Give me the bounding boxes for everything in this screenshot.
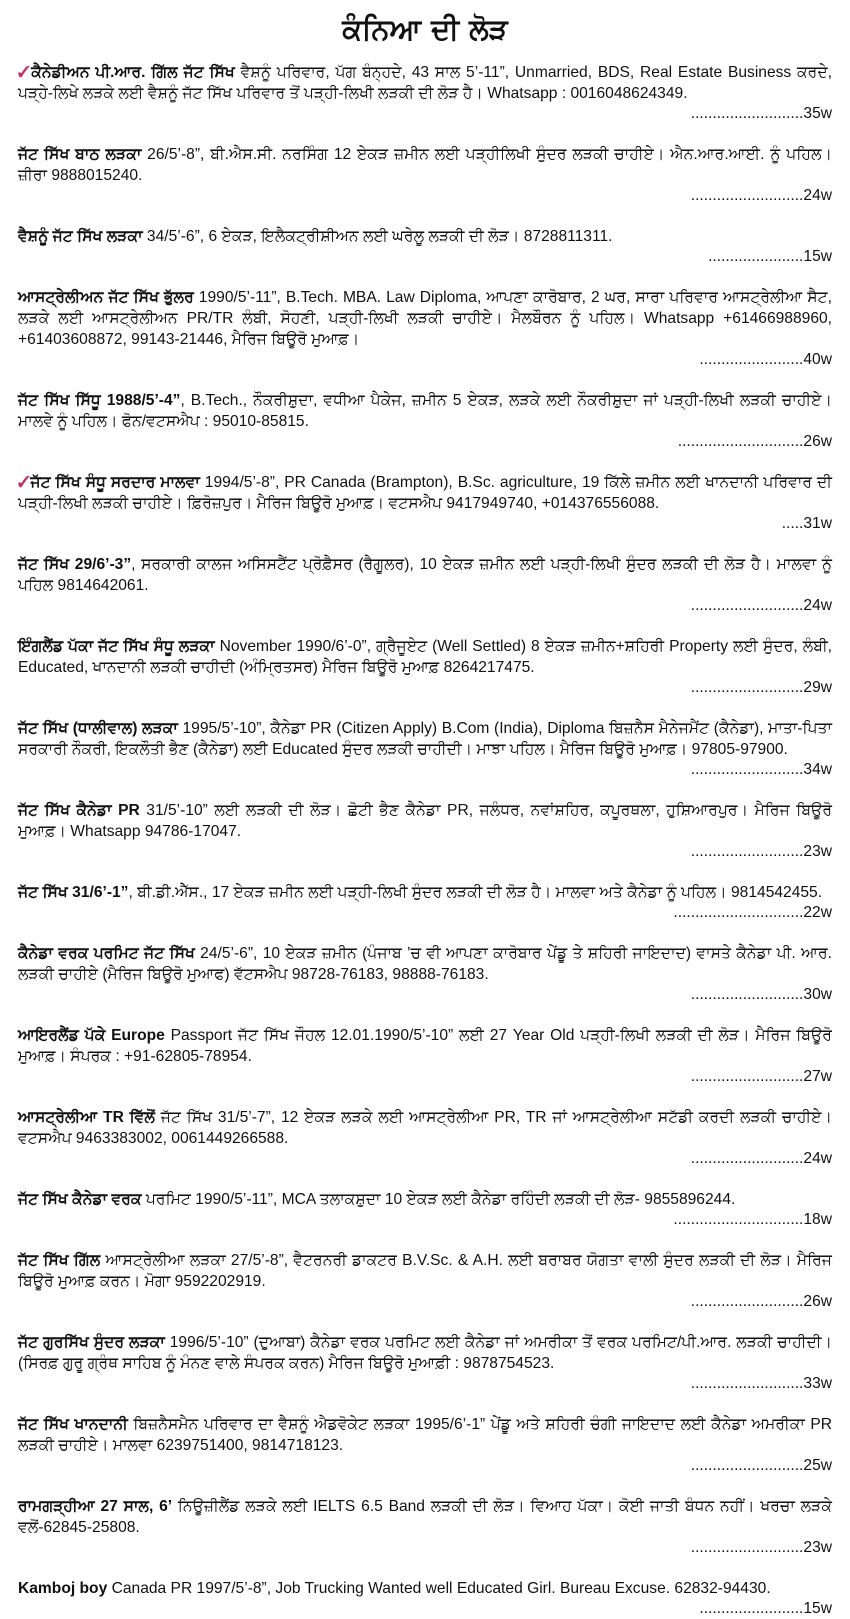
ad-code: ..........................23w — [690, 1539, 832, 1556]
ad-text — [18, 1250, 832, 1292]
classified-ad — [18, 390, 832, 452]
classified-ad — [18, 472, 832, 534]
ad-lead: ਜੱਟ ਸਿੱਖ (ਧਾਲੀਵਾਲ) ਲੜਕਾ — [18, 720, 178, 737]
ad-text — [18, 1189, 832, 1210]
ad-code: ..............................18w — [673, 1211, 832, 1228]
ad-code: ........................40w — [699, 351, 832, 368]
ad-code: ..........................34w — [690, 761, 832, 778]
ad-lead: ਜੱਟ ਸਿੱਖ ਸੰਧੂ ਸਰਦਾਰ ਮਾਲਵਾ — [30, 474, 200, 491]
ad-lead: ਆਸਟ੍ਰੇਲੀਅਨ ਜੱਟ ਸਿੱਖ ਭੁੱਲਰ — [18, 289, 194, 306]
classified-ad — [18, 144, 832, 206]
ad-code: ..........................26w — [690, 1293, 832, 1310]
ads-list — [18, 62, 832, 1619]
ad-lead: ਇੰਗਲੈਂਡ ਪੱਕਾ ਜੱਟ ਸਿੱਖ ਸੰਧੂ ਲੜਕਾ — [18, 638, 215, 655]
ad-code: ..............................22w — [673, 904, 832, 921]
ad-body: , ਸਰਕਾਰੀ ਕਾਲਜ ਅਸਿਸਟੈਂਟ ਪ੍ਰੋਫ਼ੈਸਰ (ਰੈਗੂਲਰ), 10 ਏਕੜ ਜ਼ਮੀਨ ਲਈ ਪੜ੍ਹੀ-ਲਿਖੀ ਸੁੰਦਰ ਲੜਕੀ ਦੀ ਲੋੜ ਹੈ। ਮਾਲਵਾ ਨੂੰ ਪਹਿਲ 9814642061. — [18, 556, 832, 594]
ad-body: Canada PR 1997/5’-8”, Job Trucking Wanted well Educated Girl. Bureau Excuse. 62832-94430. — [107, 1580, 771, 1597]
ad-text — [18, 882, 832, 903]
ad-body: 1990/5’-11”, B.Tech. MBA. Law Diploma, ਆਪਣਾ ਕਾਰੋਬਾਰ, 2 ਘਰ, ਸਾਰਾ ਪਰਿਵਾਰ ਆਸਟ੍ਰੇਲੀਆ ਸੈਟ, ਲੜਕੇ ਲਈ ਆਸਟ੍ਰੇਲੀਅਨ PR/TR ਲੰਬੀ, ਸੋਹਣੀ, ਪੜ੍ਹੀ-ਲਿਖੀ ਲੜਕੀ ਚਾਹੀਏ। ਮੈਲਬੌਰਨ ਨੂੰ ਪਹਿਲ। Whatsapp +61466988960, +61403608872, 99143-21446, ਮੈਰਿਜ ਬਿਊਰੋ ਮੁਆਫ਼। — [18, 289, 832, 348]
ad-text — [18, 636, 832, 678]
ad-body: 31/5’-10” ਲਈ ਲੜਕੀ ਦੀ ਲੋੜ। ਛੋਟੀ ਭੈਣ ਕੈਨੇਡਾ PR, ਜਲੰਧਰ, ਨਵਾਂਸ਼ਹਿਰ, ਕਪੂਰਥਲਾ, ਹੁਸ਼ਿਆਰਪੁਰ। ਮੈਰਿਜ ਬਿਊਰੋ ਮੁਆਫ਼। Whatsapp 94786-17047. — [18, 802, 832, 840]
classified-ad — [18, 718, 832, 780]
ad-body: 1995/5’-10”, ਕੈਨੇਡਾ PR (Citizen Apply) B.Com (India), Diploma ਬਿਜ਼ਨੈਸ ਮੈਨੇਜਮੈਂਟ (ਕੈਨੇਡਾ), ਮਾਤਾ-ਪਿਤਾ ਸਰਕਾਰੀ ਨੌਕਰੀ, ਇਕਲੌਤੀ ਭੈਣ (ਕੈਨੇਡਾ) ਲਈ Educated ਸੁੰਦਰ ਲੜਕੀ ਚਾਹੀਦੀ। ਮਾਝਾ ਪਹਿਲ। ਮੈਰਿਜ ਬਿਊਰੋ ਮੁਆਫ਼। 97805-97900. — [18, 720, 832, 758]
ad-text — [18, 1025, 832, 1067]
classified-ad — [18, 1332, 832, 1394]
ad-body: ਪਰਮਿਟ 1990/5’-11”, MCA ਤਲਾਕਸ਼ੁਦਾ 10 ਏਕੜ ਲਈ ਕੈਨੇਡਾ ਰਹਿੰਦੀ ਲੜਕੀ ਦੀ ਲੋੜ- 9855896244. — [141, 1191, 736, 1208]
ad-code: ..........................25w — [690, 1457, 832, 1474]
ad-code: ..........................35w — [690, 105, 832, 122]
checkmark-icon: ✓ — [18, 474, 31, 491]
ad-lead: ਜੱਟ ਗੁਰਸਿੱਖ ਸੁੰਦਰ ਲੜਕਾ — [18, 1334, 165, 1351]
classified-ad — [18, 1107, 832, 1169]
classified-ad — [18, 62, 832, 124]
ad-text — [18, 390, 832, 432]
classified-ad — [18, 1250, 832, 1312]
ad-lead: ਰਾਮਗੜ੍ਹੀਆ 27 ਸਾਲ, 6’ — [18, 1498, 173, 1515]
ad-text — [18, 1496, 832, 1538]
ad-code: ........................15w — [699, 1600, 832, 1617]
ad-lead: ਜੱਟ ਸਿੱਖ ਬਾਠ ਲੜਕਾ — [18, 146, 142, 163]
ad-code: ..........................23w — [690, 843, 832, 860]
ad-body: Passport ਜੱਟ ਸਿੱਖ ਜੌਹਲ 12.01.1990/5’-10” ਲਈ 27 Year Old ਪੜ੍ਹੀ-ਲਿਖੀ ਲੜਕੀ ਦੀ ਲੋੜ। ਮੈਰਿਜ ਬਿਊਰੋ ਮੁਆਫ਼। ਸੰਪਰਕ : +91-62805-78954. — [18, 1027, 832, 1065]
ad-text — [18, 943, 832, 985]
ad-text — [18, 144, 832, 186]
ad-body: ਵੈਸ਼ਨੂੰ ਪਰਿਵਾਰ, ਪੱਗ ਬੰਨ੍ਹਦੇ, 43 ਸਾਲ 5’-11”, Unmarried, BDS, Real Estate Business ਕਰਦੇ, ਪੜ੍ਹੇ-ਲਿਖੇ ਲੜਕੇ ਲਈ ਵੈਸ਼ਨੂੰ ਜੱਟ ਸਿੱਖ ਪਰਿਵਾਰ ਤੋਂ ਪੜ੍ਹੀ-ਲਿਖੀ ਲੜਕੀ ਦੀ ਲੋੜ ਹੈ। Whatsapp : 0016048624349. — [18, 64, 832, 102]
ad-body: ਆਸਟ੍ਰੇਲੀਆ ਲੜਕਾ 27/5’-8”, ਵੈਟਰਨਰੀ ਡਾਕਟਰ B.V.Sc. & A.H. ਲਈ ਬਰਾਬਰ ਯੋਗਤਾ ਵਾਲੀ ਸੁੰਦਰ ਲੜਕੀ ਦੀ ਲੋੜ। ਮੈਰਿਜ ਬਿਊਰੋ ਮੁਆਫ਼ ਕਰਨ। ਮੋਗਾ 9592202919. — [18, 1252, 832, 1290]
ad-body: , ਬੀ.ਡੀ.ਐੱਸ., 17 ਏਕੜ ਜ਼ਮੀਨ ਲਈ ਪੜ੍ਹੀ-ਲਿਖੀ ਸੁੰਦਰ ਲੜਕੀ ਦੀ ਲੋੜ ਹੈ। ਮਾਲਵਾ ਅਤੇ ਕੈਨੇਡਾ ਨੂੰ ਪਹਿਲ। 9814542455. — [128, 884, 823, 901]
ad-lead: ਆਇਰਲੈਂਡ ਪੱਕੇ Europe — [18, 1027, 165, 1044]
ad-lead: ਜੱਟ ਸਿੱਖ ਖਾਨਦਾਨੀ — [18, 1416, 128, 1433]
ad-code: ..........................24w — [690, 187, 832, 204]
ad-code: .....31w — [781, 515, 832, 532]
classified-ad — [18, 226, 832, 267]
ad-lead: ਜੱਟ ਸਿੱਖ ਕੈਨੇਡਾ PR — [18, 802, 140, 819]
ad-lead: ਜੱਟ ਸਿੱਖ 31/6’-1” — [18, 884, 129, 901]
classified-ad — [18, 287, 832, 370]
ad-body: , B.Tech., ਨੌਕਰੀਸ਼ੁਦਾ, ਵਧੀਆ ਪੈਕੇਜ, ਜ਼ਮੀਨ 5 ਏਕੜ, ਲੜਕੇ ਲਈ ਨੌਕਰੀਸ਼ੁਦਾ ਜਾਂ ਪੜ੍ਹੀ-ਲਿਖੀ ਲੜਕੀ ਚਾਹੀਏ। ਮਾਲਵੇ ਨੂੰ ਪਹਿਲ। ਫੋਨ/ਵਟਸਐਪ : 95010-85815. — [18, 392, 833, 430]
classified-ad — [18, 882, 832, 923]
ad-text — [18, 287, 832, 350]
ad-lead: ਕੈਨੇਡਾ ਵਰਕ ਪਰਮਿਟ ਜੱਟ ਸਿੱਖ — [18, 945, 195, 962]
ad-body: 24/5’-6”, 10 ਏਕੜ ਜ਼ਮੀਨ (ਪੰਜਾਬ ’ਚ ਵੀ ਆਪਣਾ ਕਾਰੋਬਾਰ ਪੇਂਡੂ ਤੇ ਸ਼ਹਿਰੀ ਜਾਇਦਾਦ) ਵਾਸਤੇ ਕੈਨੇਡਾ ਪੀ. ਆਰ. ਲੜਕੀ ਚਾਹੀਏ (ਮੈਰਿਜ ਬਿਊਰੋ ਮੁਆਫ) ਵੱਟਸਐਪ 98728-76183, 98888-76183. — [18, 945, 832, 983]
ad-text — [18, 800, 832, 842]
ad-text — [18, 1578, 832, 1599]
ad-lead: ਜੱਟ ਸਿੱਖ ਕੈਨੇਡਾ ਵਰਕ — [18, 1191, 142, 1208]
ad-text — [18, 1332, 832, 1374]
classified-ad — [18, 1414, 832, 1476]
page-title: ਕੰਨਿਆ ਦੀ ਲੋੜ — [342, 12, 508, 46]
ad-lead: Kamboj boy — [18, 1580, 108, 1597]
ad-body: 34/5’-6”, 6 ਏਕੜ, ਇਲੈਕਟ੍ਰੀਸ਼ੀਅਨ ਲਈ ਘਰੇਲੂ ਲੜਕੀ ਦੀ ਲੋੜ। 8728811311. — [142, 228, 613, 245]
ad-lead: ਵੈਸ਼ਨੂੰ ਜੱਟ ਸਿੱਖ ਲੜਕਾ — [18, 228, 143, 245]
ad-code: ..........................24w — [690, 1150, 832, 1167]
classified-ad — [18, 1189, 832, 1230]
classified-ad — [18, 636, 832, 698]
ad-text — [18, 62, 832, 104]
classified-ad — [18, 554, 832, 616]
ad-lead: ਜੱਟ ਸਿੱਖ ਗਿੱਲ — [18, 1252, 101, 1269]
ad-lead: ਆਸਟ੍ਰੇਲੀਆ TR ਵਿੱਲੋਂ — [18, 1109, 155, 1126]
ad-code: .............................26w — [677, 433, 832, 450]
ad-code: ..........................27w — [690, 1068, 832, 1085]
classified-ad — [18, 1578, 832, 1619]
ad-body: ਬਿਜ਼ਨੈਸਮੈਨ ਪਰਿਵਾਰ ਦਾ ਵੈਸ਼ਨੂੰ ਐਡਵੋਕੇਟ ਲੜਕਾ 1995/6’-1” ਪੇਂਡੂ ਅਤੇ ਸ਼ਹਿਰੀ ਚੰਗੀ ਜਾਇਦਾਦ ਲਈ ਕੈਨੇਡਾ ਅਮਰੀਕਾ PR ਲੜਕੀ ਚਾਹੀਏ। ਮਾਲਵਾ 6239751400, 9814718123. — [18, 1416, 832, 1454]
ad-text — [18, 1414, 832, 1456]
ad-body: 1996/5’-10” (ਦੁਆਬਾ) ਕੈਨੇਡਾ ਵਰਕ ਪਰਮਿਟ ਲਈ ਕੈਨੇਡਾ ਜਾਂ ਅਮਰੀਕਾ ਤੋਂ ਵਰਕ ਪਰਮਿਟ/ਪੀ.ਆਰ. ਲੜਕੀ ਚਾਹੀਦੀ। (ਸਿਰਫ਼ ਗੁਰੂ ਗ੍ਰੰਥ ਸਾਹਿਬ ਨੂੰ ਮੰਨਣ ਵਾਲੇ ਸੰਪਰਕ ਕਰਨ) ਮੈਰਿਜ ਬਿਊਰੋ ਮੁਆਫ਼ੀ : 9878754523. — [18, 1334, 832, 1372]
ad-body: 26/5’-8”, ਬੀ.ਐਸ.ਸੀ. ਨਰਸਿੰਗ 12 ਏਕੜ ਜ਼ਮੀਨ ਲਈ ਪੜ੍ਹੀਲਿਖੀ ਸੁੰਦਰ ਲੜਕੀ ਚਾਹੀਏ। ਐਨ.ਆਰ.ਆਈ. ਨੂੰ ਪਹਿਲ। ਜ਼ੀਰਾ 9888015240. — [18, 146, 832, 184]
ad-lead: ਜੱਟ ਸਿੱਖ 29/6’-3” — [18, 556, 132, 573]
classified-ad — [18, 800, 832, 862]
checkmark-icon: ✓ — [18, 64, 32, 81]
ad-body: ਨਿਊਜ਼ੀਲੈਂਡ ਲੜਕੇ ਲਈ IELTS 6.5 Band ਲੜਕੀ ਦੀ ਲੋੜ। ਵਿਆਹ ਪੱਕਾ। ਕੋਈ ਜਾਤੀ ਬੰਧਨ ਨਹੀਂ। ਖਰਚਾ ਲੜਕੇ ਵਲੋਂ-62845-25808. — [18, 1498, 832, 1536]
ad-code: ..........................30w — [690, 986, 832, 1003]
ad-lead: ਜੱਟ ਸਿੱਖ ਸਿੱਧੂ 1988/5’-4” — [18, 392, 181, 409]
classified-ad — [18, 1025, 832, 1087]
ad-code: ..........................29w — [690, 679, 832, 696]
ad-text — [18, 1107, 832, 1149]
ad-body: November 1990/6’-0”, ਗ੍ਰੈਜੂਏਟ (Well Settled) 8 ਏਕੜ ਜ਼ਮੀਨ+ਸ਼ਹਿਰੀ Property ਲਈ ਸੁੰਦਰ, ਲੰਬੀ, Educated, ਖਾਨਦਾਨੀ ਲੜਕੀ ਚਾਹੀਦੀ (ਅੰਮ੍ਰਿਤਸਰ) ਮੈਰਿਜ ਬਿਊਰੋ ਮੁਆਫ਼ 8264217475. — [18, 638, 832, 676]
ad-code: ......................15w — [708, 248, 832, 265]
ad-lead: ਕੈਨੇਡੀਅਨ ਪੀ.ਆਰ. ਗਿੱਲ ਜੱਟ ਸਿੱਖ — [31, 64, 235, 81]
ad-text — [18, 472, 832, 514]
ad-code: ..........................24w — [690, 597, 832, 614]
ad-body: ਜੱਟ ਸਿੱਖ 31/5’-7”, 12 ਏਕੜ ਲੜਕੇ ਲਈ ਆਸਟ੍ਰੇਲੀਆ PR, TR ਜਾਂ ਆਸਟ੍ਰੇਲੀਆ ਸਟੱਡੀ ਕਰਦੀ ਲੜਕੀ ਚਾਹੀਏ। ਵਟਸਐਪ 9463383002, 0061449266588. — [18, 1109, 832, 1147]
ad-code: ..........................33w — [690, 1375, 832, 1392]
ad-text — [18, 554, 832, 596]
classified-ad — [18, 943, 832, 1005]
ad-text — [18, 226, 832, 247]
classified-ad — [18, 1496, 832, 1558]
ad-text — [18, 718, 832, 760]
ad-body: 1994/5’-8”, PR Canada (Brampton), B.Sc. agriculture, 19 ਕਿੱਲੇ ਜ਼ਮੀਨ ਲਈ ਖਾਨਦਾਨੀ ਪਰਿਵਾਰ ਦੀ ਪੜ੍ਹੀ-ਲਿਖੀ ਲੜਕੀ ਚਾਹੀਏ। ਫ਼ਿਰੋਜ਼ਪੁਰ। ਮੈਰਿਜ ਬਿਊਰੋ ਮੁਆਫ਼। ਵਟਸਐਪ 9417949740, +014376556088. — [18, 474, 833, 512]
